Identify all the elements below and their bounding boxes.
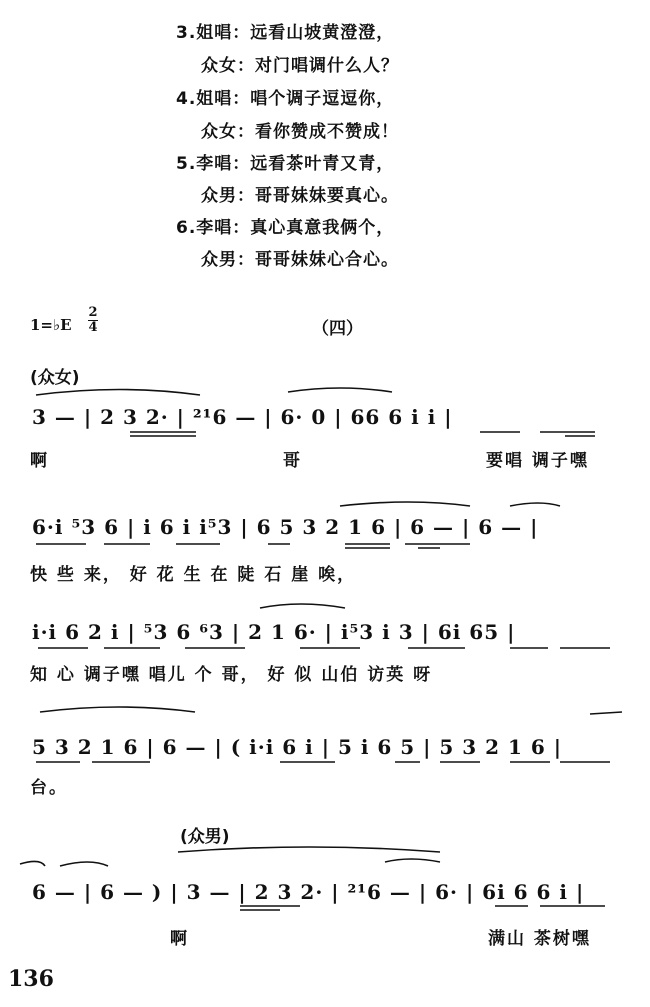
score-row-4-notes: 5 3 2 1 6 | 6 — | ( i·i 6 i | 5 i 6 5 | 5 3 2 1 6 | <box>32 735 563 759</box>
score-row-4-lyrics: 台。 <box>30 778 68 798</box>
verse-line-3: 4.姐唱：唱个调子逗逗你， <box>176 89 395 109</box>
score-row-1-lyric-2: 哥 <box>283 451 302 471</box>
key-signature: 1=♭E <box>30 316 72 334</box>
score-row-1-notes: 3 — | 2 3 2· | ²¹6 — | 6· 0 | 66 6 i i | <box>32 405 453 429</box>
score-row-5-lyric-2: 满山 茶树嘿 <box>488 929 591 949</box>
score-row-1-lyric-3: 要唱 调子嘿 <box>486 451 589 471</box>
verse-line-1: 3.姐唱：远看山坡黄澄澄， <box>176 23 395 43</box>
page-number: 136 <box>8 966 54 992</box>
verse-line-7: 6.李唱：真心真意我俩个， <box>176 218 395 238</box>
part-label-women: (众女) <box>30 368 80 388</box>
verse-line-2: 众女：对门唱调什么人？ <box>201 56 399 76</box>
part-label-men: (众男) <box>180 827 230 847</box>
score-row-2-notes: 6·i ⁵3 6 | i 6 i i⁵3 | 6 5 3 2 1 6 | 6 — | 6 — | <box>32 515 539 539</box>
score-row-5-lyric-1: 啊 <box>170 929 189 949</box>
score-row-5-notes: 6 — | 6 — ) | 3 — | 2 3 2· | ²¹6 — | 6· | 6i 6 6 i | <box>32 880 585 904</box>
score-row-3-notes: i·i 6 2 i | ⁵3 6 ⁶3 | 2 1 6· | i⁵3 i 3 | 6i 65 | <box>32 620 516 644</box>
verse-line-4: 众女：看你赞成不赞成！ <box>201 122 399 142</box>
score-row-1-lyric-1: 啊 <box>30 451 49 471</box>
score-row-2-lyrics: 快 些 来， 好 花 生 在 陡 石 崖 唉， <box>30 565 357 585</box>
verse-line-6: 众男：哥哥妹妹要真心。 <box>201 186 399 206</box>
section-title: （四） <box>312 319 363 339</box>
verse-line-5: 5.李唱：远看茶叶青又青， <box>176 154 395 174</box>
time-signature: 2 4 <box>88 305 98 335</box>
verse-line-8: 众男：哥哥妹妹心合心。 <box>201 250 399 270</box>
score-row-3-lyrics: 知 心 调子嘿 唱儿 个 哥， 好 似 山伯 访英 呀 <box>30 665 433 685</box>
